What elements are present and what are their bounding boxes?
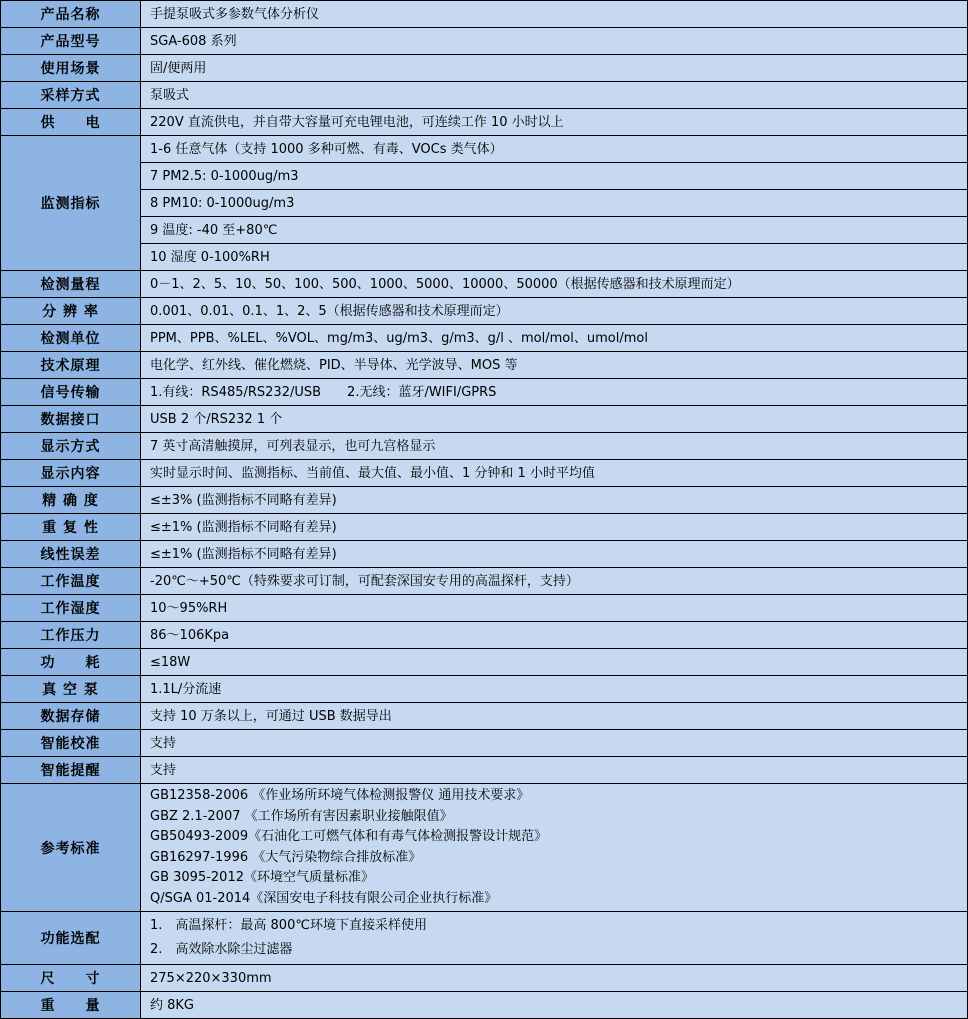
spec-label: 真 空 泵 xyxy=(1,676,141,703)
spec-row xyxy=(1,568,968,595)
spec-label: 参考标准 xyxy=(1,784,141,912)
spec-row xyxy=(1,703,968,730)
spec-value xyxy=(141,912,968,965)
spec-value: 0－1、2、5、10、50、100、500、1000、5000、10000、50000（根据传感器和技术原理而定） xyxy=(141,271,968,298)
spec-label: 工作温度 xyxy=(1,568,141,595)
spec-row xyxy=(1,460,968,487)
spec-label: 检测单位 xyxy=(1,325,141,352)
spec-row xyxy=(1,541,968,568)
spec-value-line: 1. 高温探杆：最高 800℃环境下直接采样使用 xyxy=(150,918,427,933)
spec-value: 支持 10 万条以上，可通过 USB 数据导出 xyxy=(141,703,968,730)
spec-row xyxy=(1,676,968,703)
spec-value: -20℃～+50℃（特殊要求可订制，可配套深国安专用的高温探杆，支持） xyxy=(141,568,968,595)
spec-label: 使用场景 xyxy=(1,55,141,82)
spec-value: 1.有线：RS485/RS232/USB 2.无线：蓝牙/WIFI/GPRS xyxy=(141,379,968,406)
spec-label: 智能提醒 xyxy=(1,757,141,784)
spec-label: 工作湿度 xyxy=(1,595,141,622)
spec-label: 重 复 性 xyxy=(1,514,141,541)
spec-row xyxy=(1,163,968,190)
spec-value: ≤±3% (监测指标不同略有差异) xyxy=(141,487,968,514)
spec-value: 8 PM10: 0-1000ug/m3 xyxy=(141,190,968,217)
spec-value: 0.001、0.01、0.1、1、2、5（根据传感器和技术原理而定） xyxy=(141,298,968,325)
spec-value-line: GB50493-2009《石油化工可燃气体和有毒气体检测报警设计规范》 xyxy=(150,829,548,844)
spec-value: 7 PM2.5: 0-1000ug/m3 xyxy=(141,163,968,190)
spec-row xyxy=(1,965,968,992)
spec-label: 产品型号 xyxy=(1,28,141,55)
spec-row xyxy=(1,109,968,136)
spec-row xyxy=(1,82,968,109)
spec-row xyxy=(1,784,968,912)
spec-row xyxy=(1,325,968,352)
spec-row xyxy=(1,217,968,244)
spec-row xyxy=(1,244,968,271)
spec-value: 固/便两用 xyxy=(141,55,968,82)
spec-value: ≤18W xyxy=(141,649,968,676)
spec-value: 10 湿度 0-100%RH xyxy=(141,244,968,271)
spec-table-body xyxy=(1,1,968,1019)
spec-label: 信号传输 xyxy=(1,379,141,406)
spec-value: 实时显示时间、监测指标、当前值、最大值、最小值、1 分钟和 1 小时平均值 xyxy=(141,460,968,487)
spec-value-line: GBZ 2.1-2007 《工作场所有害因素职业接触限值》 xyxy=(150,808,453,824)
spec-value: 泵吸式 xyxy=(141,82,968,109)
spec-value: 9 温度: -40 至+80℃ xyxy=(141,217,968,244)
spec-row xyxy=(1,352,968,379)
spec-value: 10～95%RH xyxy=(141,595,968,622)
spec-value: SGA-608 系列 xyxy=(141,28,968,55)
spec-value: ≤±1% (监测指标不同略有差异) xyxy=(141,514,968,541)
spec-value-line: Q/SGA 01-2014《深国安电子科技有限公司企业执行标准》 xyxy=(150,890,498,906)
spec-row xyxy=(1,433,968,460)
spec-label: 功 耗 xyxy=(1,649,141,676)
spec-label: 尺 寸 xyxy=(1,965,141,992)
spec-row xyxy=(1,487,968,514)
spec-row xyxy=(1,992,968,1019)
spec-row xyxy=(1,271,968,298)
spec-label: 技术原理 xyxy=(1,352,141,379)
spec-value: 支持 xyxy=(141,757,968,784)
spec-label: 显示内容 xyxy=(1,460,141,487)
spec-value: 支持 xyxy=(141,730,968,757)
spec-row xyxy=(1,28,968,55)
spec-row xyxy=(1,622,968,649)
spec-value xyxy=(141,784,968,912)
spec-row xyxy=(1,55,968,82)
spec-label: 显示方式 xyxy=(1,433,141,460)
spec-label: 分 辨 率 xyxy=(1,298,141,325)
spec-label: 智能校准 xyxy=(1,730,141,757)
spec-value: 1.1L/分流速 xyxy=(141,676,968,703)
spec-value: 1-6 任意气体（支持 1000 多种可燃、有毒、VOCs 类气体） xyxy=(141,136,968,163)
spec-row xyxy=(1,1,968,28)
spec-value: USB 2 个/RS232 1 个 xyxy=(141,406,968,433)
spec-label: 检测量程 xyxy=(1,271,141,298)
spec-value-line: GB12358-2006 《作业场所环境气体检测报警仪 通用技术要求》 xyxy=(150,788,530,803)
spec-row xyxy=(1,730,968,757)
spec-row xyxy=(1,514,968,541)
spec-row xyxy=(1,649,968,676)
spec-value: 手提泵吸式多参数气体分析仪 xyxy=(141,1,968,28)
spec-label: 采样方式 xyxy=(1,82,141,109)
spec-label: 数据存储 xyxy=(1,703,141,730)
spec-value-line: GB16297-1996 《大气污染物综合排放标准》 xyxy=(150,849,422,865)
spec-row xyxy=(1,595,968,622)
spec-label: 重 量 xyxy=(1,992,141,1019)
spec-label: 供 电 xyxy=(1,109,141,136)
spec-value: PPM、PPB、%LEL、%VOL、mg/m3、ug/m3、g/m3、g/l 、mol/mol、umol/mol xyxy=(141,325,968,352)
spec-value: 7 英寸高清触摸屏，可列表显示，也可九宫格显示 xyxy=(141,433,968,460)
spec-label: 线性误差 xyxy=(1,541,141,568)
spec-label: 功能选配 xyxy=(1,912,141,965)
spec-label: 数据接口 xyxy=(1,406,141,433)
spec-value-line: 2. 高效除水除尘过滤器 xyxy=(150,942,293,957)
spec-value: 275×220×330mm xyxy=(141,965,968,992)
spec-value: 86～106Kpa xyxy=(141,622,968,649)
spec-row xyxy=(1,406,968,433)
spec-row xyxy=(1,136,968,163)
spec-label: 产品名称 xyxy=(1,1,141,28)
spec-row xyxy=(1,912,968,965)
spec-value: 约 8KG xyxy=(141,992,968,1019)
spec-value: ≤±1% (监测指标不同略有差异) xyxy=(141,541,968,568)
spec-label: 监测指标 xyxy=(1,136,141,271)
spec-label: 工作压力 xyxy=(1,622,141,649)
spec-value: 220V 直流供电，并自带大容量可充电锂电池，可连续工作 10 小时以上 xyxy=(141,109,968,136)
spec-row xyxy=(1,379,968,406)
spec-value-line: GB 3095-2012《环境空气质量标准》 xyxy=(150,870,374,885)
spec-row xyxy=(1,757,968,784)
spec-row xyxy=(1,298,968,325)
spec-label: 精 确 度 xyxy=(1,487,141,514)
spec-row xyxy=(1,190,968,217)
spec-value: 电化学、红外线、催化燃烧、PID、半导体、光学波导、MOS 等 xyxy=(141,352,968,379)
